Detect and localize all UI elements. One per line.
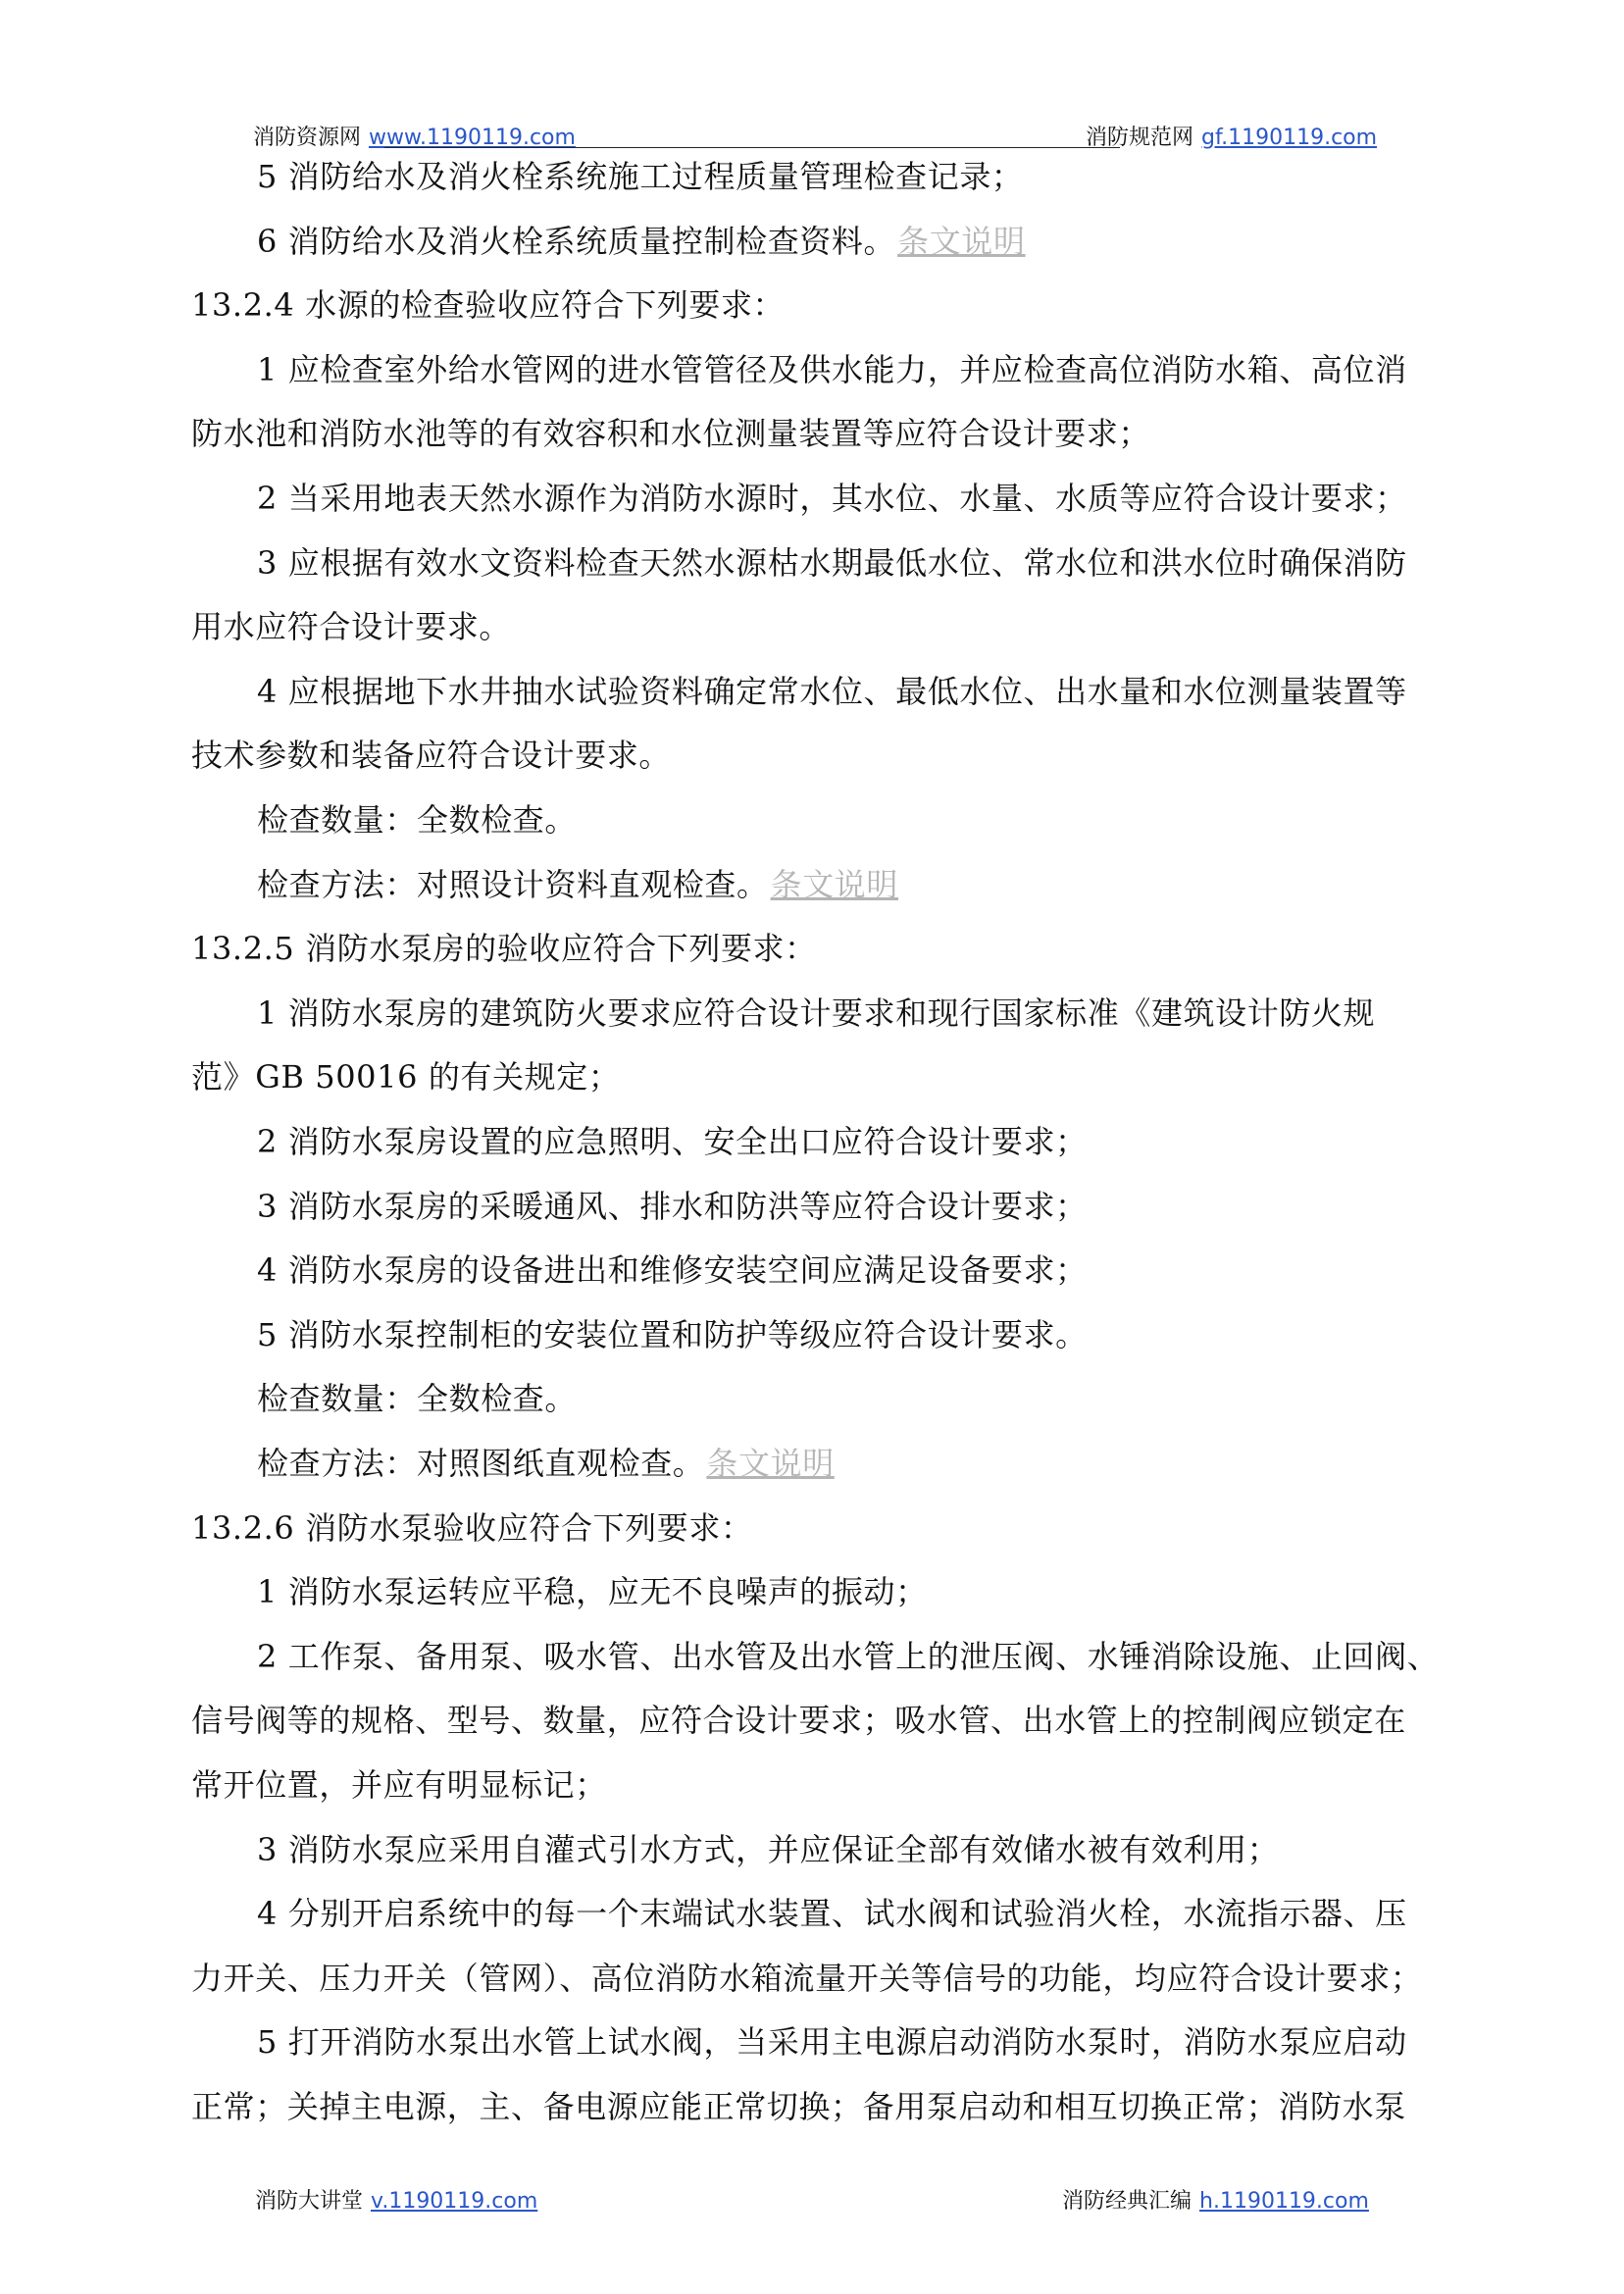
line-text: 2 当采用地表天然水源作为消防水源时，其水位、水量、水质等应符合设计要求； [257,480,1407,517]
line-text: 4 应根据地下水井抽水试验资料确定常水位、最低水位、出水量和水位测量装置等 [257,672,1407,710]
header-left-site: 消防资源网 [253,126,362,150]
line-text: 2 消防水泵房设置的应急照明、安全出口应符合设计要求； [257,1123,1088,1160]
line-text: 1 消防水泵运转应平稳，应无不良噪声的振动； [257,1573,928,1611]
line-text: 13.2.4 水源的检查验收应符合下列要求： [191,286,786,325]
line-text: 防水池和消防水池等的有效容积和水位测量装置等应符合设计要求； [191,415,1151,453]
header-right [1086,121,1377,151]
footer-right-site: 消防经典汇编 [1062,2189,1193,2214]
clause-note-link[interactable]: 条文说明 [770,865,899,903]
clause-note-link[interactable]: 条文说明 [897,222,1026,260]
body-line [257,994,1375,1033]
body-line [257,157,1024,196]
line-text: 3 应根据有效水文资料检查天然水源枯水期最低水位、常水位和洪水位时确保消防 [257,543,1407,582]
body-line [257,2022,1407,2062]
line-text: 正常；关掉主电源，主、备电源应能正常切换；备用泵启动和相互切换正常；消防水泵 [191,2088,1406,2125]
body-line [257,1637,1439,1676]
line-text: 4 消防水泵房的设备进出和维修安装空间应满足设备要求； [257,1251,1088,1290]
footer-left-link[interactable]: v.1190119.com [371,2189,538,2214]
body-line [191,736,671,775]
line-text: 6 消防给水及消火栓系统质量控制检查资料。 [257,222,896,260]
line-text: 4 分别开启系统中的每一个末端试水装置、试水阀和试验消火栓，水流指示器、压 [257,1895,1407,1933]
body-line [257,479,1407,518]
line-text: 1 消防水泵房的建筑防火要求应符合设计要求和现行国家标准《建筑设计防火规 [257,994,1376,1032]
line-text: 范》GB 50016 的有关规定； [191,1058,621,1096]
line-text: 检查方法：对照图纸直观检查。 [257,1445,705,1482]
line-text: 2 工作泵、备用泵、吸水管、出水管及出水管上的泄压阀、水锤消除设施、止回阀、 [257,1637,1440,1675]
footer-right-link[interactable]: h.1190119.com [1199,2189,1369,2214]
line-text: 检查方法：对照设计资料直观检查。 [257,865,769,903]
body-line [257,1315,1088,1354]
body-line [191,1701,1406,1740]
line-text: 常开位置，并应有明显标记； [191,1766,607,1804]
body-line [257,672,1407,711]
body-line [191,2087,1406,2126]
header-rule [384,147,1120,148]
line-text: 5 消防水泵控制柜的安装位置和防护等级应符合设计要求。 [257,1315,1088,1353]
body-line [257,543,1407,583]
body-line [257,1187,1088,1226]
body-line [257,1122,1088,1161]
line-text: 技术参数和装备应符合设计要求。 [191,737,672,775]
line-text: 5 消防给水及消火栓系统施工过程质量管理检查记录； [257,158,1024,195]
body-line [257,1379,577,1418]
line-text: 力开关、压力开关（管网）、高位消防水箱流量开关等信号的功能，均应符合设计要求； [191,1959,1423,1997]
line-text: 检查数量：全数检查。 [257,801,578,839]
section-heading [191,285,785,325]
body-line [257,222,1026,261]
header-right-link[interactable]: gf.1190119.com [1201,126,1378,150]
header-left-link[interactable]: www.1190119.com [369,126,576,150]
body-line [257,1572,928,1611]
footer-right [1062,2184,1369,2215]
line-text: 信号阀等的规格、型号、数量，应符合设计要求；吸水管、出水管上的控制阀应锁定在 [191,1702,1406,1740]
body-line [191,607,511,646]
clause-note-link[interactable]: 条文说明 [706,1445,835,1482]
body-line [257,800,577,840]
body-line [257,1250,1088,1290]
page-header [0,119,1624,158]
line-text: 1 应检查室外给水管网的进水管管径及供水能力，并应检查高位消防水箱、高位消 [257,350,1407,388]
line-text: 13.2.5 消防水泵房的验收应符合下列要求： [191,930,817,968]
body-line [257,1830,1279,1869]
footer-left-site: 消防大讲堂 [255,2189,364,2214]
header-right-site: 消防规范网 [1086,126,1194,150]
line-text: 5 打开消防水泵出水管上试水阀，当采用主电源启动消防水泵时，消防水泵应启动 [257,2023,1407,2062]
body-line [257,1444,835,1483]
body-line [191,1057,620,1096]
body-line [191,414,1150,453]
body-line [257,865,898,904]
line-text: 检查数量：全数检查。 [257,1380,578,1418]
section-heading [191,929,817,968]
body-line [257,1894,1407,1933]
line-text: 3 消防水泵房的采暖通风、排水和防洪等应符合设计要求； [257,1187,1088,1225]
body-line [191,1959,1422,1998]
body-line [257,350,1407,389]
line-text: 13.2.6 消防水泵验收应符合下列要求： [191,1508,753,1547]
footer-left [255,2184,537,2215]
section-heading [191,1508,753,1548]
page-footer [0,2182,1624,2221]
body-line [191,1765,607,1805]
line-text: 3 消防水泵应采用自灌式引水方式，并应保证全部有效储水被有效利用； [257,1830,1280,1868]
line-text: 用水应符合设计要求。 [191,608,512,646]
